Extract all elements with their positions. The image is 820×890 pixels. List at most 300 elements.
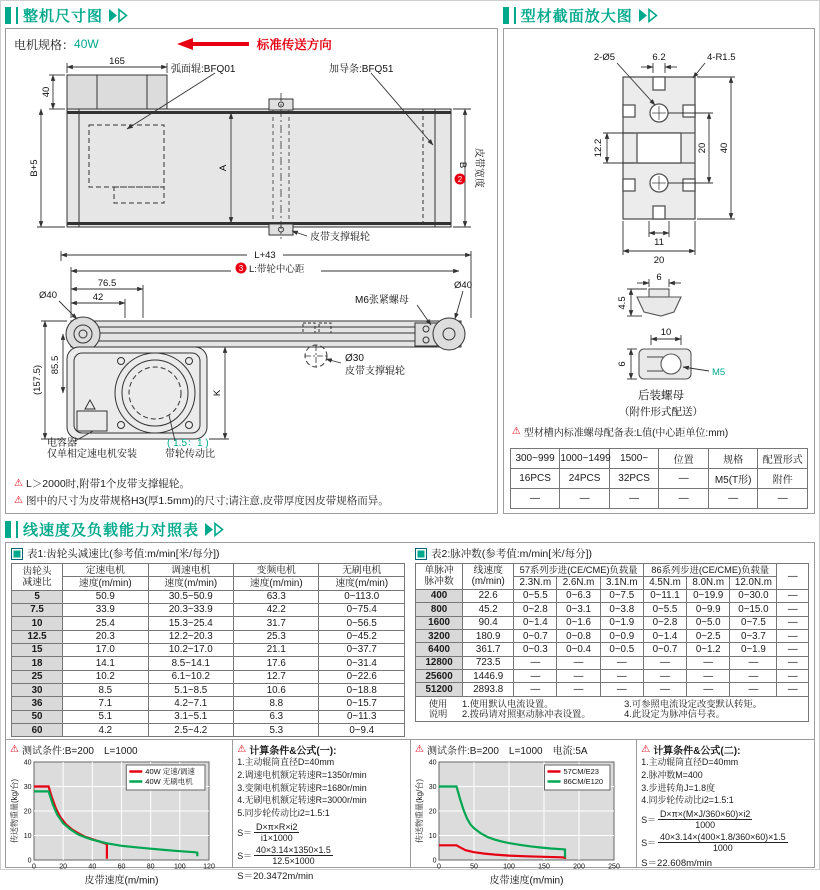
table-cell: —: [557, 656, 600, 669]
direction-note: 标准传送方向: [256, 38, 332, 52]
table-cell: —: [560, 489, 610, 509]
chart2-cell: [410, 740, 636, 887]
table-cell: 0~18.8: [319, 684, 405, 697]
table-cell: 10.2: [63, 670, 148, 683]
column-subheader: 2.3N.m: [514, 576, 557, 589]
dia-30: Ø30: [345, 353, 365, 364]
table-cell: 17.0: [63, 643, 148, 656]
overall-dimension-section: [5, 5, 498, 514]
table-cell: —: [777, 616, 809, 629]
chart1-cell: [6, 740, 232, 887]
table-cell: 0~31.4: [319, 657, 405, 670]
drawing-notes: [14, 476, 489, 509]
svg-text:100: 100: [173, 863, 186, 871]
table-cell: M5(T形): [708, 469, 758, 489]
table-row: [12, 657, 405, 670]
table-cell: 2893.8: [463, 683, 514, 696]
table-cell: —: [687, 670, 730, 683]
table-cell: 25600: [416, 670, 463, 683]
table-cell: —: [510, 489, 560, 509]
column-header: —: [777, 564, 809, 590]
table-cell: 12800: [416, 656, 463, 669]
top-view-drawing: [19, 55, 483, 243]
table-cell: —: [557, 683, 600, 696]
table-cell: 14.1: [63, 657, 148, 670]
column-subheader: 速度(m/min): [234, 577, 319, 590]
capacitor-note: 仅单相定速电机安装: [47, 449, 138, 460]
section-header: [5, 519, 815, 539]
table-cell: 0~0.4: [557, 643, 600, 656]
table-cell: 8.8: [234, 697, 319, 710]
table-cell: 17.6: [234, 657, 319, 670]
nut-allocation-table: [510, 448, 808, 509]
table-cell: 180.9: [463, 630, 514, 643]
column-subheader: 8.0N.m: [687, 576, 730, 589]
table-cell: 33.9: [63, 603, 148, 616]
table-cell: 5.1~8.5: [148, 684, 233, 697]
column-group-header: 86系列步进(CE/CME)负载量: [643, 564, 777, 577]
dim-a: A: [218, 164, 230, 172]
usage-notes: [415, 697, 809, 722]
table-cell: 15: [12, 643, 63, 656]
column-header: 齿轮头 减速比: [12, 564, 63, 591]
table-cell: —: [777, 656, 809, 669]
table2-caption: [415, 546, 809, 561]
table-cell: 25.3: [234, 630, 319, 643]
table-cell: 0~0.8: [557, 630, 600, 643]
table-row: [12, 630, 405, 643]
tension-nut-label: M6张紧螺母: [355, 295, 410, 306]
table-row: [510, 489, 807, 509]
table-row: [416, 616, 809, 629]
table-cell: —: [659, 489, 709, 509]
ratio-label: 带轮传动比: [165, 449, 216, 460]
table-cell: 0~3.8: [600, 603, 643, 616]
pulse-table: [415, 563, 809, 697]
table-cell: 0~0.7: [643, 643, 686, 656]
table-cell: 3.1~5.1: [148, 710, 233, 723]
svg-text:皮带速度(m/min): 皮带速度(m/min): [84, 875, 159, 887]
table-cell: —: [777, 670, 809, 683]
table-cell: 32PCS: [609, 469, 659, 489]
formula2-numeric: S＝ $\frac{40\times 3.14\times(400\times 1.8/360\times 60)\times 1.5}{1000}$: [641, 832, 786, 854]
column-header: 位置: [659, 449, 709, 469]
guide-strip-label: 加导条:BFQ51: [329, 64, 394, 75]
table-cell: 3200: [416, 630, 463, 643]
table-cell: —: [514, 683, 557, 696]
table-cell: 30: [12, 684, 63, 697]
formula2-cell: [636, 740, 814, 870]
thread-m5: M5: [711, 367, 726, 378]
table-cell: 25: [12, 670, 63, 683]
svg-text:20: 20: [23, 808, 32, 816]
table-cell: 4.2: [63, 724, 148, 737]
table1-caption: [11, 546, 405, 561]
formula1-title: ⚠ 计算条件&公式(一):: [237, 743, 337, 757]
formula1-cell: [232, 740, 410, 882]
table-cell: —: [777, 589, 809, 602]
table-cell: 6400: [416, 643, 463, 656]
table-cell: 90.4: [463, 616, 514, 629]
column-header: 单脉冲 脉冲数: [416, 564, 463, 590]
svg-text:0: 0: [437, 863, 441, 871]
table-cell: 6.1~10.2: [148, 670, 233, 683]
svg-text:57CM/E23: 57CM/E23: [563, 767, 599, 777]
table-row: [12, 684, 405, 697]
table-cell: —: [600, 656, 643, 669]
formula2-title: ⚠ 计算条件&公式(二):: [641, 743, 741, 757]
table-cell: —: [777, 643, 809, 656]
capacitor-label: 电容器: [47, 438, 78, 449]
table-row: [12, 643, 405, 656]
svg-text:0: 0: [432, 857, 437, 865]
nut-dim-10: 10: [660, 327, 672, 338]
table-cell: —: [687, 683, 730, 696]
table-cell: 8.5: [63, 684, 148, 697]
column-subheader: 4.5N.m: [643, 576, 686, 589]
table-cell: 0~1.4: [514, 616, 557, 629]
table-cell: —: [643, 683, 686, 696]
svg-text:200: 200: [573, 863, 585, 871]
svg-text:0: 0: [27, 857, 32, 865]
column-subheader: 2.6N.m: [557, 576, 600, 589]
table-cell: 20.3~33.9: [148, 603, 233, 616]
table-header-row: [416, 564, 809, 577]
table-cell: 0~45.2: [319, 630, 405, 643]
table-header-row: [12, 564, 405, 577]
table-row: [416, 630, 809, 643]
table-cell: 7.5: [12, 603, 63, 616]
table-cell: 400: [416, 589, 463, 602]
column-header: 300~999: [510, 449, 560, 469]
table-cell: 5.1: [63, 710, 148, 723]
column-header: 调速电机: [148, 564, 233, 577]
side-view-drawing: [19, 243, 483, 459]
svg-text:250: 250: [608, 863, 620, 871]
svg-text:传送物重量(kg/台): 传送物重量(kg/台): [414, 779, 424, 844]
table-cell: —: [659, 469, 709, 489]
formula1-numeric: S＝ $\frac{40\times 3.14\times 1350\times 1.5}{12.5\times 1000}$: [237, 844, 331, 866]
table-cell: 0~11.1: [643, 589, 686, 602]
formula2-result: S＝22.608m/min: [641, 858, 712, 870]
column-header: 线速度 (m/min): [463, 564, 514, 590]
chart-svg: [415, 757, 621, 885]
table2-caption-text: 表2:脉冲数(参考值:m/min[米/每分]): [431, 548, 593, 560]
gear-ratio-table-block: [6, 543, 410, 739]
section-header: [503, 5, 815, 25]
formula2-conditions: 1.主动辊筒直径D=40mm 2.脉冲数M=400 3.步进转角J=1.8度 4.同步轮传动比i2=1.5:1: [641, 757, 739, 806]
table-cell: 31.7: [234, 617, 319, 630]
belt-width-symbol: B: [457, 161, 469, 169]
belt-width-label: 皮带宽度: [473, 148, 485, 188]
svg-text:20: 20: [428, 808, 437, 816]
table-cell: —: [514, 656, 557, 669]
table-cell: 21.1: [234, 643, 319, 656]
table-cell: 361.7: [463, 643, 514, 656]
table-cell: 0~30.0: [730, 589, 777, 602]
dim-20-width: 20: [653, 255, 665, 266]
profile-section: [503, 5, 815, 514]
table-cell: 8.5~14.1: [148, 657, 233, 670]
table-cell: —: [708, 489, 758, 509]
motor-spec-label: 电机规格：: [14, 37, 75, 52]
column-subheader: 12.0N.m: [730, 576, 777, 589]
table-cell: 24PCS: [560, 469, 610, 489]
warning-icon: ⚠: [237, 743, 247, 755]
table-cell: 18: [12, 657, 63, 670]
table-cell: 12.5: [12, 630, 63, 643]
table-cell: 0~1.6: [557, 616, 600, 629]
speed-load-box: [5, 542, 815, 887]
arc-roller-label: 弧面辊:BFQ01: [171, 64, 236, 75]
table-cell: 10.2~17.0: [148, 643, 233, 656]
table-cell: 0~5.5: [514, 589, 557, 602]
profile-box: [503, 28, 815, 514]
test-condition-1: ⚠ 测试条件:B=200 L=1000: [10, 743, 138, 757]
column-header: 配置形式: [758, 449, 808, 469]
svg-text:40: 40: [23, 759, 32, 767]
motor-spec-value: 40W: [74, 37, 99, 51]
table-cell: 0~1.4: [643, 630, 686, 643]
table-cell: 0~1.9: [600, 616, 643, 629]
svg-text:100: 100: [503, 863, 515, 871]
svg-text:30: 30: [23, 784, 32, 792]
direction-indicator: [177, 35, 332, 53]
left-arrow-icon: [177, 38, 251, 50]
svg-text:20: 20: [59, 863, 68, 871]
table-cell: 50: [12, 710, 63, 723]
support-roller-label: 皮带支撑辊轮: [345, 366, 406, 377]
table-cell: 36: [12, 697, 63, 710]
nut-caption: 后装螺母: [637, 390, 684, 402]
dim-4-r15: 4-R1.5: [706, 52, 736, 63]
table-cell: 附件: [758, 469, 808, 489]
column-header: 1000~1499: [560, 449, 610, 469]
table-row: [416, 589, 809, 602]
dim-b5: B+5: [29, 159, 41, 177]
table-cell: —: [600, 683, 643, 696]
table-cell: 0~7.5: [730, 616, 777, 629]
svg-text:40W 无刷电机: 40W 无刷电机: [145, 777, 193, 787]
table-cell: 0~15.7: [319, 697, 405, 710]
column-header: 定速电机: [63, 564, 148, 577]
nut-note-text: 型材槽内标准螺母配备表:L值(中心距单位:mm): [523, 428, 729, 439]
load-speed-chart-1: [10, 757, 228, 890]
table-cell: 7.1: [63, 697, 148, 710]
table-cell: —: [777, 630, 809, 643]
usage-label: 使用 说明: [428, 698, 448, 720]
note-text: L＞2000时,附带1个皮带支撑辊轮。: [25, 478, 190, 491]
table-cell: 0~37.7: [319, 643, 405, 656]
accent-bar: [503, 7, 509, 24]
table-cell: 800: [416, 603, 463, 616]
formula2-symbolic: S＝ $\frac{D\times\pi\times(M\times J/360\times 60)\times i2}{1000}$: [641, 809, 751, 831]
column-header: 变频电机: [234, 564, 319, 577]
table-cell: —: [687, 656, 730, 669]
table-cell: 6.3: [234, 710, 319, 723]
page-title: 整机尺寸图: [23, 7, 104, 25]
dim-165: 165: [109, 56, 126, 67]
support-roller-label: 皮带支撑辊轮: [310, 232, 371, 243]
marker-2: 2: [458, 175, 463, 184]
accent-bar: [5, 521, 11, 538]
profile-cross-section-drawing: [511, 33, 807, 271]
table-cell: 0~113.0: [319, 590, 405, 603]
table-cell: 5.3: [234, 724, 319, 737]
gear-ratio-table: [11, 563, 405, 737]
test-condition-2: ⚠ 测试条件:B=200 L=1000 电流:5A: [414, 743, 588, 757]
table-cell: 0~9.4: [319, 724, 405, 737]
dim-12-2: 12.2: [592, 138, 604, 158]
table-cell: 723.5: [463, 656, 514, 669]
warning-icon: ⚠: [14, 494, 23, 506]
svg-text:40: 40: [428, 759, 437, 767]
svg-text:60: 60: [117, 863, 126, 871]
table-cell: 0~2.8: [514, 603, 557, 616]
table-cell: —: [730, 656, 777, 669]
table-cell: 0~7.5: [600, 589, 643, 602]
svg-text:40W 定速/调速: 40W 定速/调速: [145, 767, 195, 777]
svg-text:86CM/E120: 86CM/E120: [563, 777, 604, 787]
dim-855: 85.5: [50, 355, 62, 375]
nut-dim-45: 4.5: [616, 296, 628, 310]
table-cell: 60: [12, 724, 63, 737]
svg-text:80: 80: [146, 863, 155, 871]
accent-bar: [16, 521, 18, 538]
warning-icon: ⚠: [414, 743, 424, 755]
dim-40: 40: [718, 142, 730, 154]
speed-load-section: [5, 519, 815, 887]
column-subheader: 3.1N.m: [600, 576, 643, 589]
table-cell: —: [557, 670, 600, 683]
table-row: [12, 590, 405, 603]
table-cell: 50.9: [63, 590, 148, 603]
dim-k: K: [212, 389, 224, 397]
table-cell: 22.6: [463, 589, 514, 602]
arrow-right-icon: [638, 8, 660, 23]
table-bullet-icon: [11, 548, 23, 560]
arrow-right-icon: [108, 8, 130, 23]
pulse-table-block: [410, 543, 814, 739]
chart-svg: [10, 757, 216, 885]
table-cell: 10.6: [234, 684, 319, 697]
table-cell: 0~56.5: [319, 617, 405, 630]
svg-text:皮带速度(m/min): 皮带速度(m/min): [489, 875, 564, 887]
table-cell: 0~9.9: [687, 603, 730, 616]
svg-text:40: 40: [88, 863, 97, 871]
table-cell: 2.5~4.2: [148, 724, 233, 737]
table-cell: —: [643, 656, 686, 669]
table-cell: 0~3.7: [730, 630, 777, 643]
svg-text:传送物重量(kg/台): 传送物重量(kg/台): [10, 779, 19, 844]
table-bullet-icon: [415, 548, 427, 560]
table-row: [12, 670, 405, 683]
table-cell: 1446.9: [463, 670, 514, 683]
t-nut-drawing: [511, 271, 807, 421]
dia-40-left: Ø40: [39, 290, 58, 301]
accent-bar: [514, 7, 516, 24]
overall-drawing-box: [5, 28, 498, 514]
dim-40: 40: [41, 86, 53, 98]
table-row: [510, 469, 807, 489]
section-title: 型材截面放大图: [520, 7, 633, 25]
table-cell: 25.4: [63, 617, 148, 630]
svg-text:10: 10: [23, 833, 32, 841]
table-cell: 15.3~25.4: [148, 617, 233, 630]
column-header: 规格: [708, 449, 758, 469]
table-cell: 12.7: [234, 670, 319, 683]
column-header: 无刷电机: [319, 564, 405, 577]
column-group-header: 57系列步进(CE/CME)负载量: [514, 564, 644, 577]
table1-caption-text: 表1:齿轮头减速比(参考值:m/min[米/每分]): [27, 548, 220, 560]
table-row: [12, 603, 405, 616]
table-cell: 30.5~50.9: [148, 590, 233, 603]
table-cell: 0~1.2: [687, 643, 730, 656]
table-cell: 0~2.5: [687, 630, 730, 643]
table-cell: 0~2.8: [643, 616, 686, 629]
column-subheader: 速度(m/min): [319, 577, 405, 590]
table-cell: —: [600, 670, 643, 683]
nut-dim-6b: 6: [616, 361, 628, 367]
ratio-value: ( 1.5：1 ): [167, 438, 210, 449]
table-cell: 0~5.5: [643, 603, 686, 616]
nut-dim-6: 6: [656, 272, 662, 283]
table-cell: —: [730, 670, 777, 683]
nut-table-note: [512, 424, 808, 439]
formula1-conditions: 1.主动辊筒直径D=40mm 2.调速电机额定转速R=1350r/min 3.变频电机额定转速R=1680r/min 4.无刷电机额定转速R=3000r/min 5.同步轮传动比i2=1.5:1: [237, 757, 367, 819]
column-subheader: 速度(m/min): [63, 577, 148, 590]
formula1-symbolic: S＝ $\frac{D\times\pi\times R\times i2}{i1\times 1000}$: [237, 821, 298, 843]
table-cell: 10: [12, 617, 63, 630]
load-speed-chart-2: [415, 757, 632, 890]
table-cell: 0~0.5: [600, 643, 643, 656]
table-cell: 0~15.0: [730, 603, 777, 616]
warning-icon: ⚠: [10, 743, 19, 755]
table-cell: —: [609, 489, 659, 509]
section-header: [5, 5, 498, 25]
arrow-right-icon: [204, 522, 226, 537]
table-cell: 0~0.3: [514, 643, 557, 656]
accent-bar: [16, 7, 18, 24]
table-cell: 5: [12, 590, 63, 603]
table-cell: 0~0.9: [600, 630, 643, 643]
table-cell: —: [730, 683, 777, 696]
svg-text:50: 50: [470, 863, 478, 871]
table-cell: —: [643, 670, 686, 683]
table-cell: 0~1.9: [730, 643, 777, 656]
marker-3: 3: [239, 264, 244, 273]
table-cell: —: [514, 670, 557, 683]
section-title: 线速度及负载能力对照表: [23, 521, 200, 539]
center-distance-label: L:带轮中心距: [249, 264, 305, 275]
nut-caption-sub: （附件形式配送）: [618, 406, 703, 418]
table-cell: 51200: [416, 683, 463, 696]
table-cell: 0~75.4: [319, 603, 405, 616]
dia-40-right: Ø40: [454, 280, 473, 291]
dim-765: 76.5: [98, 278, 117, 289]
table-row: [12, 710, 405, 723]
table-header-row: [510, 449, 807, 469]
dim-l43: L+43: [254, 250, 277, 261]
usage-notes-right: 3.可参照电流设定改变默认转矩。 4.此设定为脉冲信号表。: [624, 698, 763, 720]
table-header-row: [12, 577, 405, 590]
table-cell: 12.2~20.3: [148, 630, 233, 643]
warning-icon: ⚠: [641, 743, 651, 755]
warning-icon: ⚠: [511, 426, 521, 437]
table-row: [12, 617, 405, 630]
table-cell: 0~3.1: [557, 603, 600, 616]
table-row: [416, 683, 809, 696]
